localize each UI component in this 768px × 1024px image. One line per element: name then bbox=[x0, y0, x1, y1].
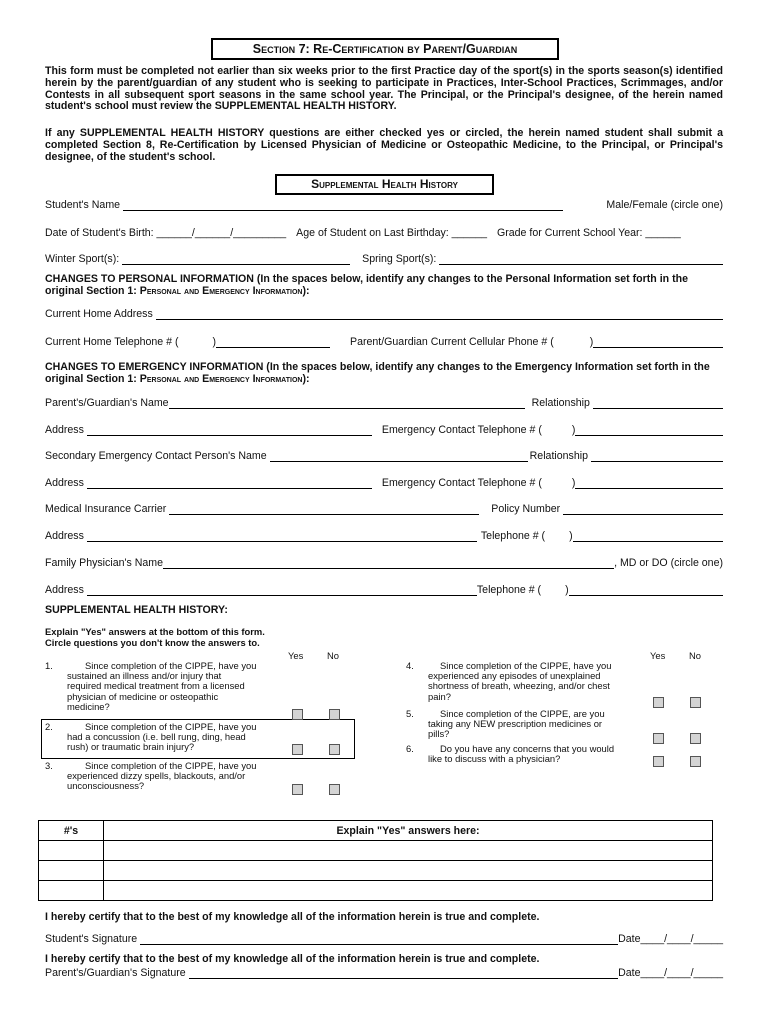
table-cell-explain[interactable] bbox=[104, 861, 713, 881]
spring-sports-label: Spring Sport(s): bbox=[362, 253, 437, 265]
winter-sports-field[interactable] bbox=[122, 253, 350, 265]
relationship-field-2[interactable] bbox=[591, 450, 723, 462]
personal-info-header: CHANGES TO PERSONAL INFORMATION (In the spaces below, identify any changes to the Personal Information set forth in the original Section 1: Personal and Emergency Information): bbox=[45, 273, 688, 297]
home-address-field[interactable] bbox=[156, 308, 723, 320]
certify-statement-student: I hereby certify that to the best of my knowledge all of the information herein is true and complete. bbox=[45, 911, 540, 923]
table-cell-number[interactable] bbox=[39, 881, 104, 901]
dob-field[interactable]: Date of Student's Birth: ______/______/_________ bbox=[45, 227, 287, 239]
guardian-signature-field[interactable] bbox=[189, 967, 618, 979]
address-label: Address bbox=[45, 530, 84, 542]
yes-header-right: Yes bbox=[650, 650, 666, 661]
male-female-label: Male/Female (circle one) bbox=[606, 199, 723, 211]
address-row-1: Address Emergency Contact Telephone # ( ) bbox=[45, 424, 723, 436]
instructions-line-1: Explain "Yes" answers at the bottom of this form. bbox=[45, 626, 265, 637]
table-row bbox=[39, 861, 713, 881]
question-2: 2. Since completion of the CIPPE, have you had a concussion (i.e. bell rung, ding, head rush) or traumatic brain injury? bbox=[45, 721, 257, 753]
sports-row bbox=[45, 253, 723, 265]
q4-yes-checkbox[interactable] bbox=[653, 697, 664, 708]
home-phone-label: Current Home Telephone # ( bbox=[45, 336, 179, 348]
insurance-label: Medical Insurance Carrier bbox=[45, 503, 167, 515]
spring-sports-field[interactable] bbox=[439, 253, 723, 265]
table-cell-number[interactable] bbox=[39, 861, 104, 881]
table-cell-number[interactable] bbox=[39, 841, 104, 861]
numbers-column-header: #'s bbox=[39, 821, 104, 841]
student-signature-field[interactable] bbox=[140, 933, 618, 945]
relationship-label: Relationship bbox=[531, 397, 590, 409]
emergency-phone-label: Emergency Contact Telephone # ( bbox=[381, 424, 542, 436]
home-phone-row: Current Home Telephone # ( ) Parent/Guardian Current Cellular Phone # ( ) bbox=[45, 336, 723, 348]
telephone-field-2[interactable] bbox=[569, 584, 723, 596]
telephone-label: Telephone # ( bbox=[480, 530, 546, 542]
intro-paragraph-2: If any SUPPLEMENTAL HEALTH HISTORY questions are either checked yes or circled, the herein named student shall submit a completed Section 8, Re-Certification by Licensed Physician of Medicine or Osteopathic Medicine, to the Principal, or Principal's designee, of the student's school. bbox=[45, 127, 723, 163]
emergency-info-header: CHANGES TO EMERGENCY INFORMATION (In the spaces below, identify any changes to the Emergency Information set forth in the original Section 1: Personal and Emergency Information): bbox=[45, 361, 710, 385]
physician-field[interactable] bbox=[163, 557, 614, 569]
age-field[interactable]: Age of Student on Last Birthday: ______ bbox=[296, 227, 487, 239]
cell-phone-label: Parent/Guardian Current Cellular Phone # ( bbox=[350, 336, 554, 348]
address-field[interactable] bbox=[87, 477, 372, 489]
address-row-2: Address Emergency Contact Telephone # ( ) bbox=[45, 477, 723, 489]
table-header-row bbox=[39, 821, 713, 841]
q6-no-checkbox[interactable] bbox=[690, 756, 701, 767]
address-label: Address bbox=[45, 477, 84, 489]
question-5: 5. Since completion of the CIPPE, are you taking any NEW prescription medicines or pills? bbox=[406, 708, 605, 740]
explain-table bbox=[38, 820, 713, 901]
home-address-row bbox=[45, 308, 723, 320]
student-name-row bbox=[45, 199, 723, 211]
relationship-field[interactable] bbox=[593, 397, 723, 409]
instructions-line-2: Circle questions you don't know the answers to. bbox=[45, 637, 260, 648]
no-header-left: No bbox=[327, 650, 339, 661]
insurance-row bbox=[45, 503, 723, 515]
home-address-label: Current Home Address bbox=[45, 308, 153, 320]
secondary-contact-label: Secondary Emergency Contact Person's Name bbox=[45, 450, 267, 462]
telephone-label-2: Telephone # ( bbox=[476, 584, 542, 596]
student-signature-label: Student's Signature bbox=[45, 933, 138, 945]
grade-field[interactable]: Grade for Current School Year: ______ bbox=[497, 227, 681, 239]
supplemental-health-title: Supplemental Health History bbox=[275, 174, 494, 195]
student-signature-row bbox=[45, 933, 723, 945]
question-4: 4. Since completion of the CIPPE, have you experienced any episodes of unexplained shortness of breath, wheezing, and/or chest pain? bbox=[406, 660, 612, 702]
no-header-right: No bbox=[689, 650, 701, 661]
guardian-name-label: Parent's/Guardian's Name bbox=[45, 397, 169, 409]
question-3: 3. Since completion of the CIPPE, have you experienced dizzy spells, blackouts, and/or unconsciousness? bbox=[45, 760, 257, 792]
table-row bbox=[39, 841, 713, 861]
emergency-phone-label-2: Emergency Contact Telephone # ( bbox=[381, 477, 542, 489]
guardian-date-label: Date bbox=[618, 967, 641, 979]
guardian-date-field[interactable]: ____/____/_____ bbox=[640, 967, 723, 979]
student-date-label: Date bbox=[618, 933, 641, 945]
question-1: 1. Since completion of the CIPPE, have you sustained an illness and/or injury that required medical treatment from a licensed physician of medicine or osteopathic medicine? bbox=[45, 660, 257, 712]
address-label: Address bbox=[45, 424, 84, 436]
secondary-contact-row bbox=[45, 450, 723, 462]
q2-no-checkbox[interactable] bbox=[329, 744, 340, 755]
q1-no-checkbox[interactable] bbox=[329, 709, 340, 720]
guardian-signature-row bbox=[45, 967, 723, 979]
certify-statement-guardian: I hereby certify that to the best of my knowledge all of the information herein is true and complete. bbox=[45, 953, 540, 965]
physician-label: Family Physician's Name bbox=[45, 557, 163, 569]
md-do-label: , MD or DO (circle one) bbox=[614, 557, 723, 569]
q3-yes-checkbox[interactable] bbox=[292, 784, 303, 795]
shh-header: SUPPLEMENTAL HEALTH HISTORY: bbox=[45, 604, 228, 616]
policy-label: Policy Number bbox=[491, 503, 561, 515]
q3-no-checkbox[interactable] bbox=[329, 784, 340, 795]
policy-field[interactable] bbox=[563, 503, 723, 515]
q4-no-checkbox[interactable] bbox=[690, 697, 701, 708]
secondary-contact-field[interactable] bbox=[270, 450, 528, 462]
cell-phone-field[interactable] bbox=[593, 336, 723, 348]
telephone-field[interactable] bbox=[573, 530, 723, 542]
explain-column-header: Explain "Yes" answers here: bbox=[104, 821, 713, 841]
intro-paragraph: This form must be completed not earlier than six weeks prior to the first Practice day of the sport(s) in the sports season(s) identified herein by the parent/guardian of any student who is seeking to participate in Practices, Inter-School Practices, Scrimmages, and/or Contests in all subsequent sport seasons in the same school year. The Principal, or the Principal's designee, of the herein named student's school must review the SUPPLEMENTAL HEALTH HISTORY. bbox=[45, 65, 723, 113]
address-row-3: Address Telephone # ( ) bbox=[45, 530, 723, 542]
table-row bbox=[39, 881, 713, 901]
q2-yes-checkbox[interactable] bbox=[292, 744, 303, 755]
emergency-phone-field-2[interactable] bbox=[575, 477, 723, 489]
student-date-field[interactable]: ____/____/_____ bbox=[640, 933, 723, 945]
guardian-name-row bbox=[45, 397, 723, 409]
table-cell-explain[interactable] bbox=[104, 881, 713, 901]
winter-sports-label: Winter Sport(s): bbox=[45, 253, 120, 265]
emergency-phone-field[interactable] bbox=[575, 424, 723, 436]
q6-yes-checkbox[interactable] bbox=[653, 756, 664, 767]
guardian-signature-label: Parent's/Guardian's Signature bbox=[45, 967, 186, 979]
q1-yes-checkbox[interactable] bbox=[292, 709, 303, 720]
insurance-field[interactable] bbox=[169, 503, 479, 515]
relationship-label-2: Relationship bbox=[529, 450, 588, 462]
home-phone-field[interactable] bbox=[216, 336, 330, 348]
guardian-name-field[interactable] bbox=[169, 397, 525, 409]
student-name-field[interactable] bbox=[123, 199, 563, 211]
dob-row bbox=[45, 227, 723, 239]
address-row-4: Address Telephone # ( ) bbox=[45, 584, 723, 596]
yes-header-left: Yes bbox=[288, 650, 304, 661]
q5-yes-checkbox[interactable] bbox=[653, 733, 664, 744]
q5-no-checkbox[interactable] bbox=[690, 733, 701, 744]
student-name-label: Student's Name bbox=[45, 199, 121, 211]
address-field[interactable] bbox=[87, 530, 477, 542]
address-label: Address bbox=[45, 584, 84, 596]
address-field[interactable] bbox=[87, 584, 477, 596]
table-cell-explain[interactable] bbox=[104, 841, 713, 861]
physician-row bbox=[45, 557, 723, 569]
section-title: Section 7: Re-Certification by Parent/Guardian bbox=[211, 38, 559, 60]
address-field[interactable] bbox=[87, 424, 372, 436]
question-6: 6. Do you have any concerns that you would like to discuss with a physician? bbox=[406, 743, 615, 765]
